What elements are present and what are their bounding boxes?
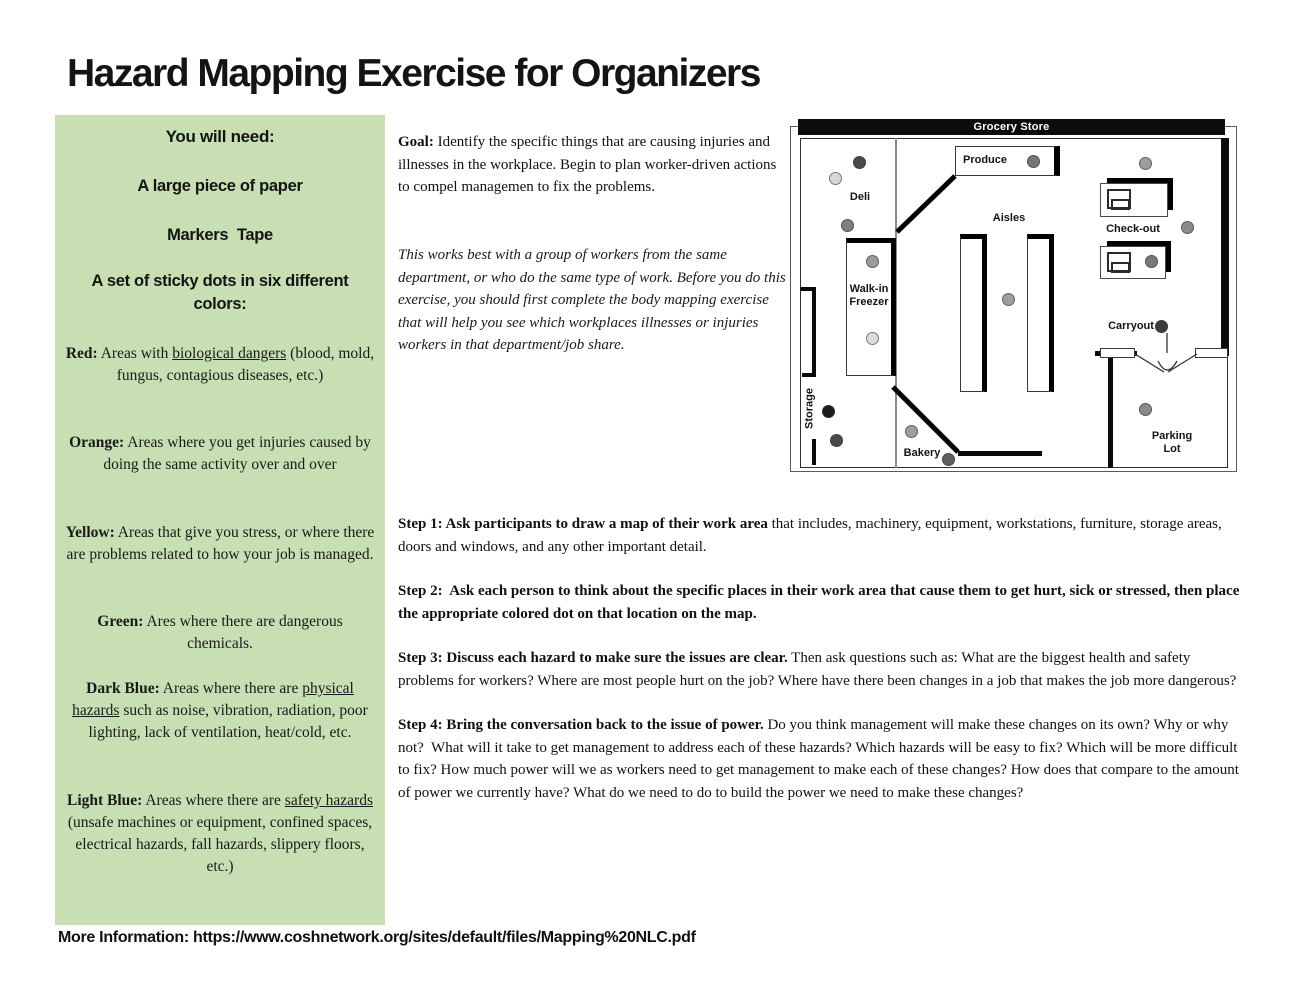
color-key-light-blue: Light Blue: Areas where there are safety hazards (unsafe machines or equipment, confined spaces, electrical hazards, fall hazards, slippery floors, etc.) bbox=[66, 792, 373, 875]
hazard-dot-storage bbox=[822, 405, 835, 418]
color-key-orange-label: Orange: bbox=[69, 434, 125, 451]
more-information-footer: More Information: https://www.coshnetwork.org/sites/default/files/Mapping%20NLC.pdf bbox=[58, 929, 696, 946]
goal-label: Goal: bbox=[398, 134, 434, 150]
steps-section bbox=[398, 513, 1248, 826]
hazard-dot-bakery bbox=[905, 425, 918, 438]
sidebar-heading: You will need: bbox=[165, 127, 275, 146]
step-3: Step 3: Discuss each hazard to make sure the issues are clear. Then ask questions such as: What are the biggest health and safety problems for workers? Where are most people hurt on the job? Where have there been changes in a job that makes the job more dangerous? bbox=[398, 650, 1237, 689]
checkout-label: Check-out bbox=[1106, 223, 1160, 235]
carryout-label: Carryout bbox=[1108, 320, 1154, 332]
color-key-red: Red: Areas with biological dangers (blood, mold, fungus, contagious diseases, etc.) bbox=[65, 345, 375, 384]
hazard-dot-aisles bbox=[1002, 293, 1015, 306]
color-key-red-label: Red: bbox=[65, 345, 98, 362]
hazard-dot-freezer bbox=[866, 332, 879, 345]
hazard-dot-deli bbox=[853, 156, 866, 169]
hazard-dot-bakery bbox=[942, 453, 955, 466]
color-key-green: Green: Ares where there are dangerous chemicals. bbox=[97, 613, 343, 652]
hazard-dot-storage bbox=[830, 434, 843, 447]
color-key-green-label: Green: bbox=[97, 613, 144, 630]
map-dots-layer bbox=[790, 117, 1240, 475]
storage-label: Storage bbox=[803, 388, 816, 429]
map-title: Grocery Store bbox=[798, 119, 1225, 135]
hazard-dot-produce bbox=[1027, 155, 1040, 168]
hazard-dot-checkout bbox=[1139, 157, 1152, 170]
page-title: Hazard Mapping Exercise for Organizers bbox=[67, 52, 760, 95]
step-2: Step 2: Ask each person to think about the specific places in their work area that cause them to get hurt, sick or stressed, then place the appropriate colored dot on that location on the map. bbox=[398, 583, 1240, 622]
color-key-dark-blue: Dark Blue: Areas where there are physical hazards such as noise, vibration, radiation, poor lighting, lack of ventilation, heat/cold, etc. bbox=[72, 680, 368, 741]
bakery-label: Bakery bbox=[903, 447, 941, 459]
hazard-dot-checkout bbox=[1145, 255, 1158, 268]
step-4: Step 4: Bring the conversation back to the issue of power. Do you think management will make these changes on its own? Why or why not? What will it take to get management to address each of these hazards? Which hazards will be easy to fix? Which will be more difficult to fix? How much power will we as workers need to get management to make each of these changes? How does that compare to the amount of power we currently have? What do we need to do to build the power we need to make these changes? bbox=[398, 717, 1239, 801]
parking-lot-label: Parking Lot bbox=[1151, 430, 1193, 455]
color-key-yellow-label: Yellow: bbox=[65, 524, 115, 541]
sidebar bbox=[55, 115, 385, 925]
aisles-label: Aisles bbox=[992, 212, 1026, 224]
step-1: Step 1: Ask participants to draw a map of their work area that includes, machinery, equipment, workstations, furniture, storage areas, doors and windows, and any other important detail. bbox=[398, 516, 1222, 555]
produce-label: Produce bbox=[963, 154, 1008, 166]
material-item-sticky-dots: A set of sticky dots in six different colors: bbox=[91, 272, 349, 313]
color-key-yellow: Yellow: Areas that give you stress, or where there are problems related to how your job is managed. bbox=[65, 524, 375, 563]
color-key-light-blue-label: Light Blue: bbox=[66, 792, 143, 809]
hazard-dot-freezer bbox=[866, 255, 879, 268]
walk-in-freezer-label: Walk-in Freezer bbox=[849, 283, 889, 308]
hazard-dot-carryout bbox=[1155, 320, 1168, 333]
color-key-orange: Orange: Areas where you get injuries caused by doing the same activity over and over bbox=[69, 434, 371, 473]
grocery-store-map bbox=[790, 117, 1240, 475]
goal-paragraph: Goal: Identify the specific things that are causing injuries and illnesses in the workplace. Begin to plan worker-driven actions to compel managemen to fix the problems. bbox=[398, 134, 777, 195]
color-key-dark-blue-label: Dark Blue: bbox=[86, 680, 160, 697]
hazard-dot-deli bbox=[841, 219, 854, 232]
material-item-markers-tape: Markers Tape bbox=[167, 226, 273, 244]
deli-label: Deli bbox=[849, 191, 871, 203]
material-item-paper: A large piece of paper bbox=[137, 177, 303, 195]
hazard-dot-parking bbox=[1139, 403, 1152, 416]
note-paragraph: This works best with a group of workers from the same department, or who do the same type of work. Before you do this exercise, you should first complete the body mapping exercise that will help you see which workplaces illnesses or injuries workers in that department/job share. bbox=[398, 247, 786, 353]
hazard-dot-checkout bbox=[1181, 221, 1194, 234]
hazard-dot-deli bbox=[829, 172, 842, 185]
